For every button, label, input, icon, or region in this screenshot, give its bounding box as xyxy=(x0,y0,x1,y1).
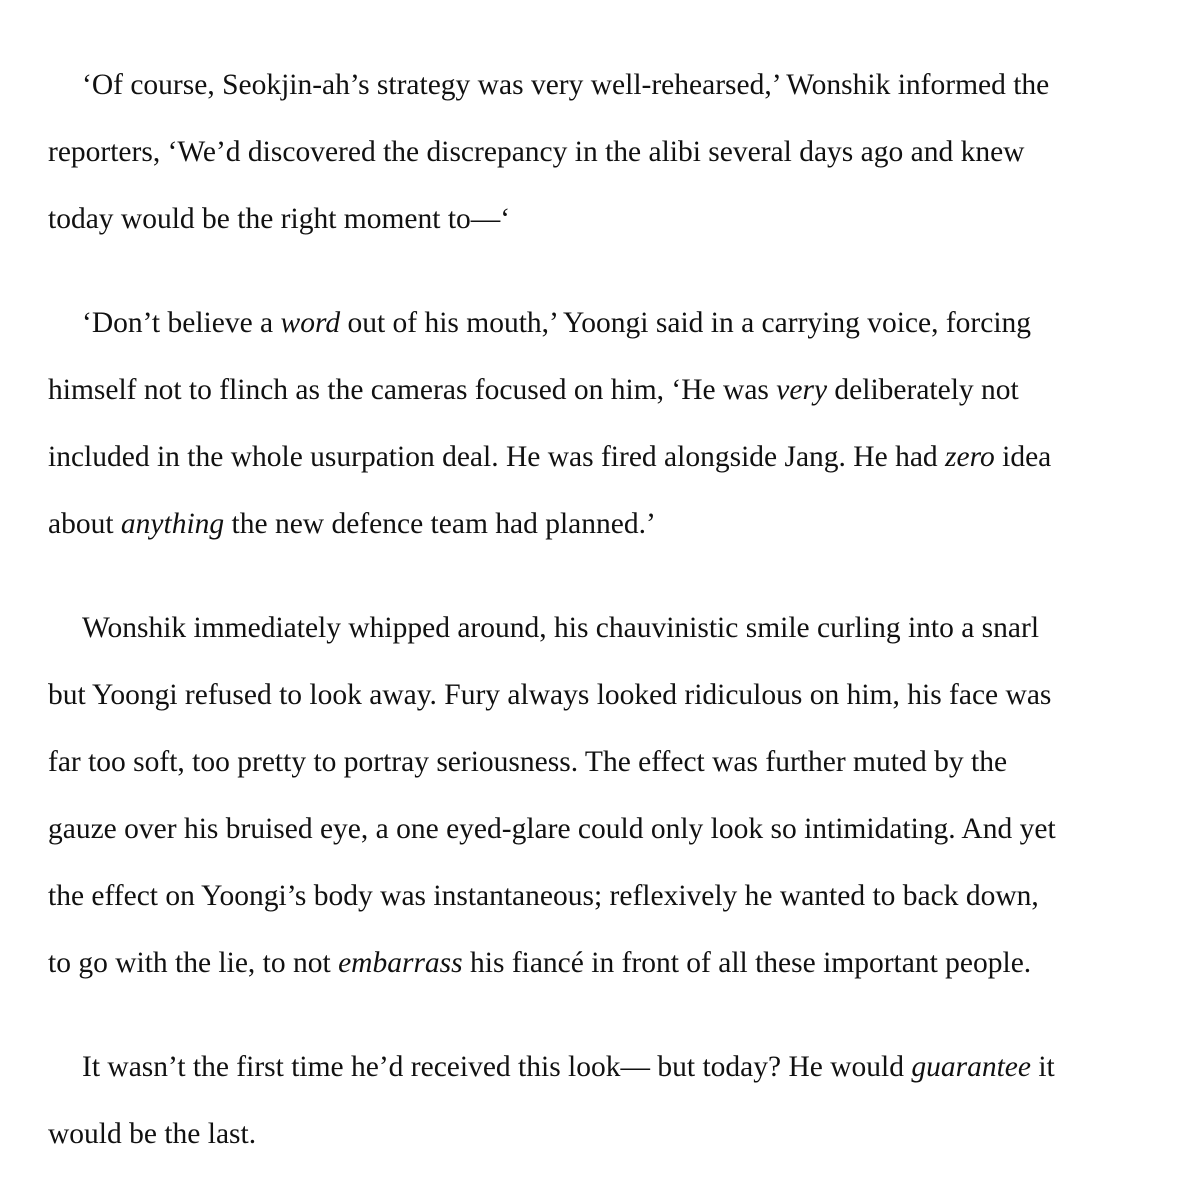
text-line: about anything the new defence team had planned.’ xyxy=(48,508,656,540)
text-line: himself not to flinch as the cameras focused on him, ‘He was very deliberately not xyxy=(48,374,1019,406)
emphasis: word xyxy=(280,307,341,339)
paragraph-1 xyxy=(48,52,1153,253)
emphasis: embarrass xyxy=(338,947,463,979)
text-line: far too soft, too pretty to portray seriousness. The effect was further muted by the xyxy=(48,746,1008,778)
emphasis: guarantee xyxy=(911,1051,1031,1083)
paragraph-3 xyxy=(48,595,1153,997)
text-line: gauze over his bruised eye, a one eyed-glare could only look so intimidating. And yet xyxy=(48,813,1056,845)
text-line: ‘Don’t believe a word out of his mouth,’ Yoongi said in a carrying voice, forcing xyxy=(82,307,1032,339)
text-line: would be the last. xyxy=(48,1118,257,1150)
text-line: ‘Of course, Seokjin-ah’s strategy was very well-rehearsed,’ Wonshik informed the xyxy=(82,69,1050,101)
emphasis: zero xyxy=(945,441,995,473)
text-line: to go with the lie, to not embarrass his fiancé in front of all these important people. xyxy=(48,947,1032,979)
text-line: the effect on Yoongi’s body was instantaneous; reflexively he wanted to back down, xyxy=(48,880,1039,912)
text-line: reporters, ‘We’d discovered the discrepancy in the alibi several days ago and knew xyxy=(48,136,1025,168)
document-body xyxy=(48,52,1153,1168)
emphasis: very xyxy=(776,374,828,406)
paragraph-4 xyxy=(48,1034,1153,1168)
emphasis: anything xyxy=(120,508,225,540)
text-line: It wasn’t the first time he’d received this look— but today? He would guarantee it xyxy=(82,1051,1055,1083)
paragraph-2 xyxy=(48,290,1153,558)
text-line: but Yoongi refused to look away. Fury always looked ridiculous on him, his face was xyxy=(48,679,1052,711)
text-line: Wonshik immediately whipped around, his chauvinistic smile curling into a snarl xyxy=(82,612,1040,644)
text-line: today would be the right moment to—‘ xyxy=(48,203,511,235)
text-line: included in the whole usurpation deal. He was fired alongside Jang. He had zero idea xyxy=(48,441,1052,473)
